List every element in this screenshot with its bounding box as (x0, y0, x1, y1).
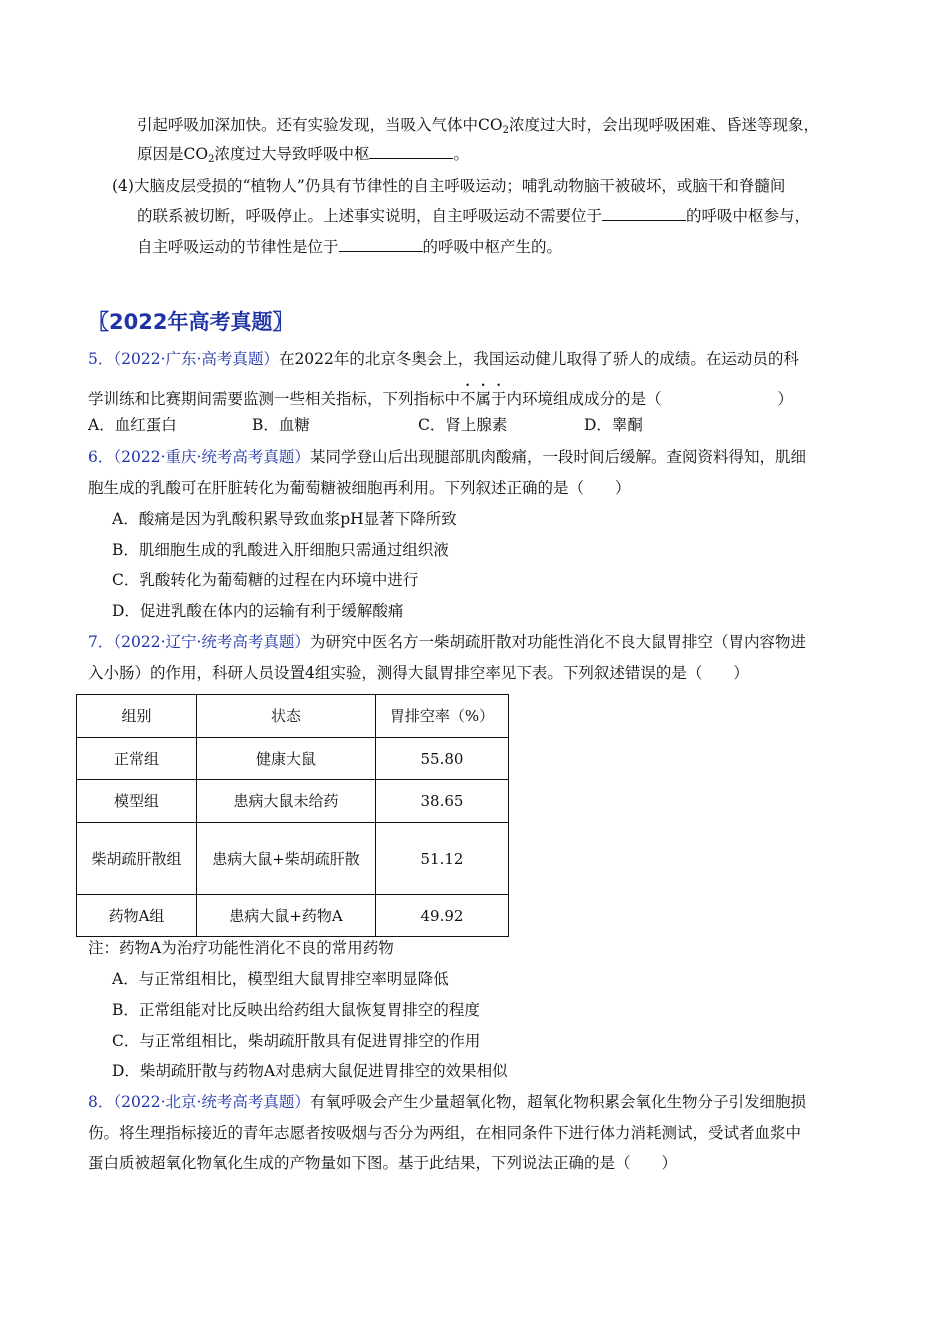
answer-blank (602, 206, 686, 221)
q5-line-2: 学训练和比赛期间需要监测一些相关指标，下列指标中不属于内环境组成成分的是（ ） (88, 390, 794, 408)
table-row (77, 895, 509, 937)
q5-line-1: 5．（2022·广东·高考真题）在2022年的北京冬奥会上，我国运动健儿取得了骄人的成绩。在运动员的科 (88, 350, 799, 368)
q4-part4-line-3: 自主呼吸运动的节律性是位于 的呼吸中枢产生的。 (137, 238, 563, 256)
table-cell: 患病大鼠未给药 (197, 780, 376, 823)
q4-part4-line-2: 的联系被切断，呼吸停止。上述事实说明，自主呼吸运动不需要位于 的呼吸中枢参与， (137, 207, 811, 225)
q5-option-d: D．睾酮 (584, 416, 643, 434)
q8-line-2: 伤。将生理指标接近的青年志愿者按吸烟与否分为两组，在相同条件下进行体力消耗测试，受试者血浆中 (88, 1124, 802, 1142)
table-row (77, 780, 509, 823)
q6-line-2: 胞生成的乳酸可在肝脏转化为葡萄糖被细胞再利用。下列叙述正确的是（ ） (88, 479, 631, 497)
table-cell: 模型组 (77, 780, 197, 823)
q6-option-d: D．促进乳酸在体内的运输有利于缓解酸痛 (112, 602, 404, 620)
table-header-cell: 组别 (77, 695, 197, 738)
q4-part4-line-1: (4)大脑皮层受损的“植物人”仍具有节律性的自主呼吸运动；哺乳动物脑干被破坏，或脑干和脊髓间 (112, 177, 786, 195)
table-cell: 柴胡疏肝散组 (77, 823, 197, 895)
table-cell: 51.12 (376, 823, 509, 895)
answer-blank (369, 144, 453, 159)
table-cell: 55.80 (376, 738, 509, 780)
table-header-cell: 胃排空率（%） (376, 695, 509, 738)
q7-option-d: D．柴胡疏肝散与药物A对患病大鼠促进胃排空的效果相似 (112, 1062, 508, 1080)
table-cell: 药物A组 (77, 895, 197, 937)
q5-option-c: C．肾上腺素 (418, 416, 508, 434)
emphasis-dots-text: 不属于 (460, 390, 507, 408)
q7-option-b: B．正常组能对比反映出给药组大鼠恢复胃排空的程度 (112, 1001, 480, 1019)
table-cell: 49.92 (376, 895, 509, 937)
q7-option-c: C．与正常组相比，柴胡疏肝散具有促进胃排空的作用 (112, 1032, 481, 1050)
table-row (77, 738, 509, 780)
section-title: 〖2022年高考真题〗 (88, 310, 294, 334)
table-cell: 健康大鼠 (197, 738, 376, 780)
table-cell: 患病大鼠+药物A (197, 895, 376, 937)
q7-option-a: A．与正常组相比，模型组大鼠胃排空率明显降低 (112, 970, 449, 988)
q7-line-1: 7．（2022·辽宁·统考高考真题）为研究中医名方一柴胡疏肝散对功能性消化不良大鼠胃排空（胃内容物进 (88, 633, 806, 651)
q8-line-3: 蛋白质被超氧化物氧化生成的产物量如下图。基于此结果，下列说法正确的是（ ） (88, 1154, 678, 1172)
q4-line-2: 原因是$CO_2$浓度过大导致呼吸中枢 。 (137, 145, 469, 165)
q6-option-c: C．乳酸转化为葡萄糖的过程在内环境中进行 (112, 571, 419, 589)
q5-option-b: B．血糖 (252, 416, 310, 434)
q6-option-b: B．肌细胞生成的乳酸进入肝细胞只需通过组织液 (112, 541, 449, 559)
table-header-cell: 状态 (197, 695, 376, 738)
q8-line-1: 8．（2022·北京·统考高考真题）有氧呼吸会产生少量超氧化物，超氧化物积累会氧化生物分子引发细胞损 (88, 1093, 806, 1111)
table-cell: 38.65 (376, 780, 509, 823)
q6-option-a: A．酸痛是因为乳酸积累导致血浆pH显著下降所致 (112, 510, 457, 528)
answer-blank (339, 237, 423, 252)
table-cell: 患病大鼠+柴胡疏肝散 (197, 823, 376, 895)
q6-line-1: 6．（2022·重庆·统考高考真题）某同学登山后出现腿部肌肉酸痛，一段时间后缓解。查阅资料得知，肌细 (88, 448, 806, 466)
table-header-row (77, 695, 509, 738)
q7-line-2: 入小肠）的作用，科研人员设置4组实验，测得大鼠胃排空率见下表。下列叙述错误的是（ ） (88, 664, 749, 682)
table-cell: 正常组 (77, 738, 197, 780)
table-row (77, 823, 509, 895)
q7-table-note: 注：药物A为治疗功能性消化不良的常用药物 (88, 939, 394, 957)
gastric-emptying-table (76, 694, 509, 937)
q4-line-1: 引起呼吸加深加快。还有实验发现，当吸入气体中$CO_2$浓度过大时，会出现呼吸困难、昏迷等现象， (137, 116, 819, 136)
q5-option-a: A．血红蛋白 (88, 416, 177, 434)
